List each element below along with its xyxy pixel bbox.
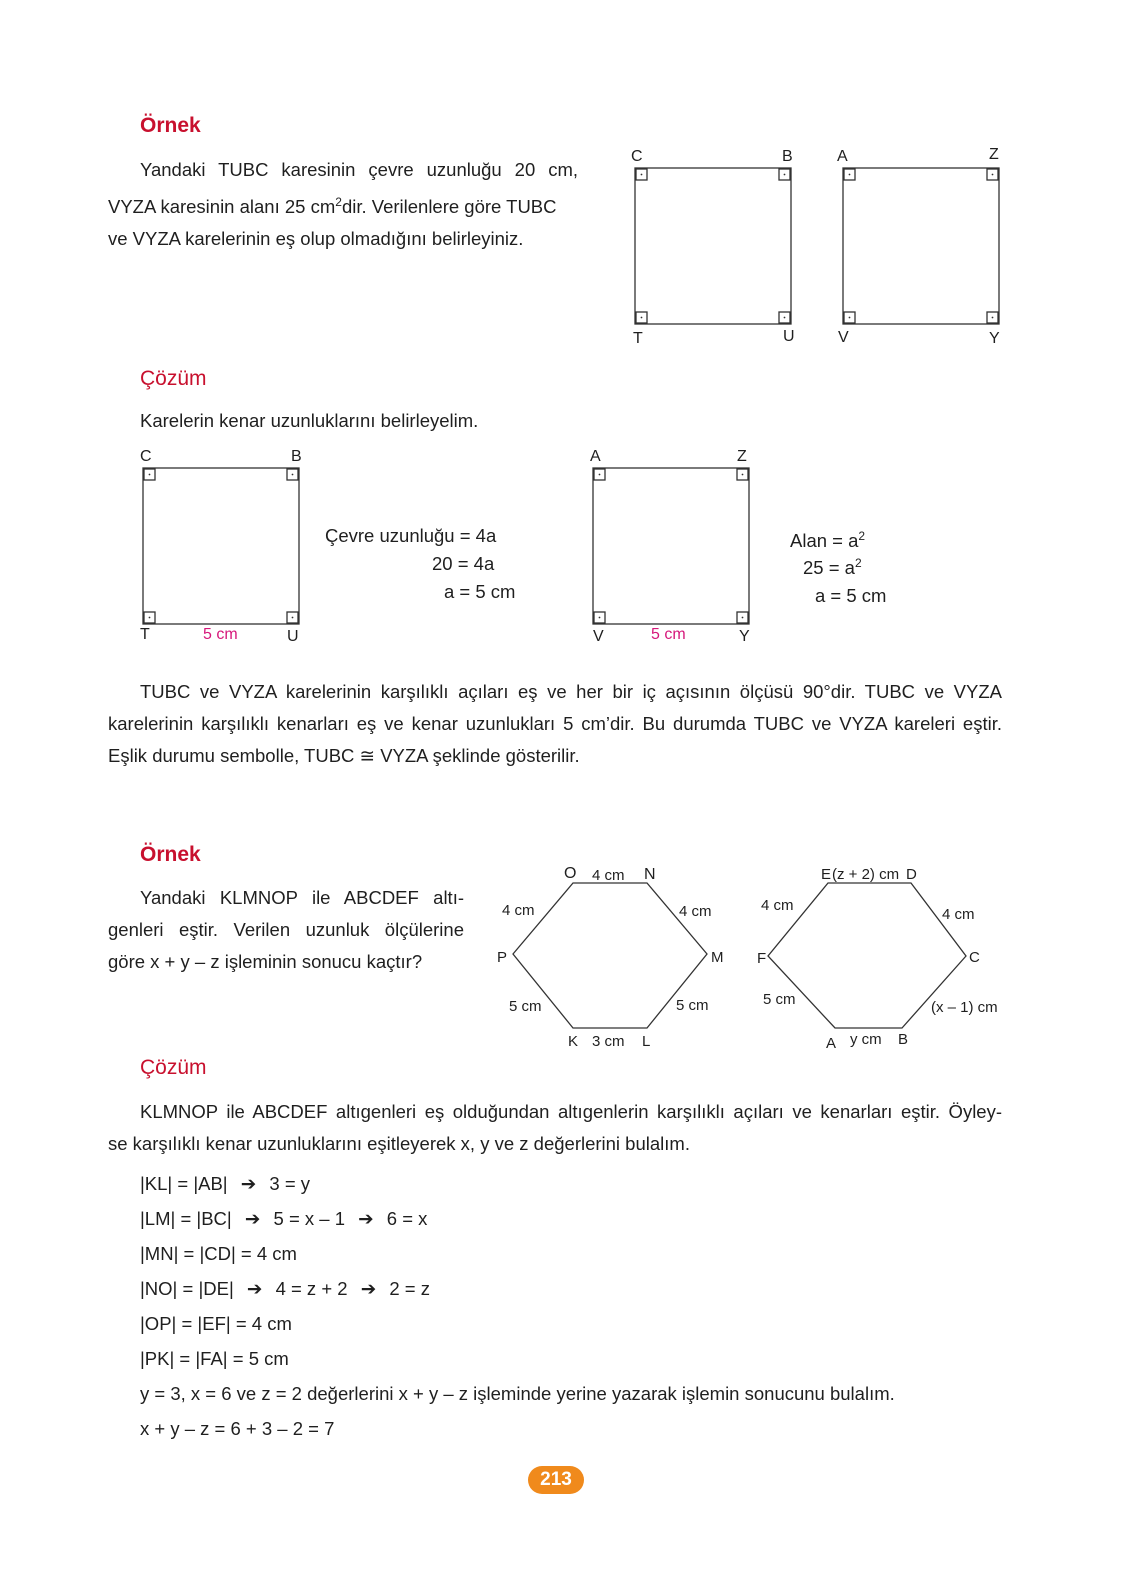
- arrow-icon: ➔: [240, 1173, 257, 1194]
- solution2-line1: KLMNOP ile ABCDEF altıgenleri eş olduğundan altıgenlerin karşılıklı açıları ve kenarları eştir. Öyley-: [140, 1101, 1002, 1122]
- vertex-t: T: [633, 330, 643, 347]
- sol-vertex-z: Z: [737, 448, 747, 465]
- hex2-vertex-d: D: [906, 866, 917, 883]
- sol-side-length-tu: 5 cm: [203, 626, 238, 643]
- step4-equality: |NO| = |DE|: [140, 1278, 234, 1299]
- conclusion-line3: Eşlik durumu sembolle, TUBC ≅ VYZA şeklinde gösterilir.: [108, 745, 580, 766]
- hex1-side-nm: 4 cm: [679, 903, 712, 920]
- final-result: x + y – z = 6 + 3 – 2 = 7: [140, 1418, 335, 1439]
- hex1-side-po: 4 cm: [502, 902, 535, 919]
- hex2-vertex-f: F: [757, 950, 767, 967]
- example1-line3: ve VYZA karelerinin eş olup olmadığını belirleyiniz.: [108, 228, 524, 250]
- step2-result: 6 = x: [386, 1208, 428, 1229]
- perimeter-equation-1: Çevre uzunluğu = 4a: [325, 525, 497, 546]
- arrow-icon: ➔: [244, 1208, 261, 1229]
- solution1-intro: Karelerin kenar uzunluklarını belirleyelim.: [140, 410, 479, 431]
- sol-vertex-y: Y: [739, 628, 750, 645]
- hex2-side-dc: 4 cm: [942, 906, 975, 923]
- hex2-side-ed: (z + 2) cm: [832, 866, 900, 883]
- step-op-ef: [140, 1313, 292, 1335]
- solution2-line2: se karşılıklı kenar uzunluklarını eşitleyerek x, y ve z değerlerini bulalım.: [108, 1133, 690, 1154]
- hex1-side-ml: 5 cm: [676, 997, 709, 1014]
- step-pk-fa: [140, 1348, 289, 1370]
- step4-result: 2 = z: [389, 1278, 430, 1299]
- hex1-vertex-l: L: [642, 1033, 651, 1050]
- area-eq1-text: Alan = a: [790, 530, 859, 552]
- sol-vertex-c: C: [140, 448, 152, 465]
- hex1-side-lk: 3 cm: [592, 1033, 625, 1050]
- step-lm-bc: [140, 1208, 427, 1230]
- step1-equality: |KL| = |AB|: [140, 1173, 228, 1194]
- solution1-heading: Çözüm: [140, 367, 207, 390]
- example2-line3: göre x + y – z işleminin sonucu kaçtır?: [108, 951, 423, 972]
- hex1-vertex-m: M: [711, 949, 724, 966]
- hex2-side-cb: (x – 1) cm: [931, 999, 998, 1016]
- vertex-u: U: [783, 328, 795, 345]
- area-equation-3: a = 5 cm: [815, 585, 887, 606]
- solution2-heading: Çözüm: [140, 1056, 207, 1079]
- sol-side-length-vy: 5 cm: [651, 626, 686, 643]
- perimeter-equation-3: a = 5 cm: [444, 581, 516, 602]
- solution2-text: [108, 1096, 1002, 1160]
- step4-middle: 4 = z + 2: [275, 1278, 348, 1299]
- example2-heading: Örnek: [140, 843, 201, 866]
- area-eq2-exp: 2: [854, 556, 862, 570]
- sol-vertex-u: U: [287, 628, 299, 645]
- vertex-v: V: [838, 329, 849, 346]
- hex2-vertex-e: E: [821, 866, 832, 883]
- step6-equality: |PK| = |FA| = 5 cm: [140, 1348, 289, 1369]
- example1-line2a: VYZA karesinin alanı 25 cm: [108, 196, 336, 218]
- step5-equality: |OP| = |EF| = 4 cm: [140, 1313, 292, 1334]
- conclusion-line2: karelerinin karşılıklı kenarları eş ve kenar uzunlukları 5 cm’dir. Bu durumda TUBC ve VYZA kareleri eştir.: [108, 713, 1002, 734]
- sol-vertex-t: T: [140, 626, 150, 643]
- vertex-c: C: [631, 148, 643, 165]
- hex1-side-kp: 5 cm: [509, 998, 542, 1015]
- hex2-side-ba: y cm: [850, 1031, 882, 1048]
- example2-line1: Yandaki KLMNOP ile ABCDEF altı-: [140, 887, 464, 908]
- hex1-side-on: 4 cm: [592, 867, 625, 884]
- arrow-icon: ➔: [360, 1278, 377, 1299]
- sol-vertex-v: V: [593, 628, 604, 645]
- step2-middle: 5 = x – 1: [273, 1208, 345, 1229]
- area-eq1-exp: 2: [858, 529, 866, 543]
- hex1-vertex-p: P: [497, 949, 508, 966]
- step-kl-ab: [140, 1173, 310, 1195]
- step1-result: 3 = y: [269, 1173, 311, 1194]
- step3-equality: |MN| = |CD| = 4 cm: [140, 1243, 297, 1264]
- arrow-icon: ➔: [358, 1208, 374, 1229]
- step-mn-cd: [140, 1243, 297, 1265]
- sol-vertex-a: A: [590, 448, 601, 465]
- hex1-vertex-k: K: [568, 1033, 579, 1050]
- sol-vertex-b: B: [291, 448, 302, 465]
- hex2-vertex-c: C: [969, 949, 980, 966]
- area-eq2-text: 25 = a: [803, 557, 855, 579]
- vertex-a: A: [837, 148, 848, 165]
- hex1-vertex-n: N: [644, 866, 656, 883]
- hex1-vertex-o: O: [564, 865, 577, 882]
- perimeter-equation-2: 20 = 4a: [432, 553, 495, 574]
- vertex-b: B: [782, 148, 793, 165]
- hex2-vertex-a: A: [826, 1035, 837, 1052]
- conclusion-line1: TUBC ve VYZA karelerinin karşılıklı açıları eş ve her bir iç açısının ölçüsü 90°dir. TUBC ve VYZA: [140, 681, 1002, 702]
- hex2-side-fe: 4 cm: [761, 897, 794, 914]
- example1-heading: Örnek: [140, 114, 201, 137]
- vertex-z: Z: [989, 146, 999, 163]
- example2-line2: genleri eştir. Verilen uzunluk ölçülerine: [108, 919, 464, 940]
- step-no-de: [140, 1278, 430, 1300]
- example1-line2-sup: 2: [335, 195, 342, 209]
- example1-line2b: dir. Verilenlere göre TUBC: [341, 196, 557, 218]
- arrow-icon: ➔: [246, 1278, 263, 1299]
- example1-line1: Yandaki TUBC karesinin çevre uzunluğu 20 cm,: [140, 159, 578, 180]
- vertex-y: Y: [989, 330, 1000, 347]
- substitution-text: y = 3, x = 6 ve z = 2 değerlerini x + y – z işleminde yerine yazarak işlemin sonucunu bulalım.: [140, 1383, 895, 1404]
- hex2-side-af: 5 cm: [763, 991, 796, 1008]
- page-number-badge: 213: [528, 1466, 584, 1494]
- step2-equality: |LM| = |BC|: [140, 1208, 232, 1229]
- hex2-vertex-b: B: [898, 1031, 909, 1048]
